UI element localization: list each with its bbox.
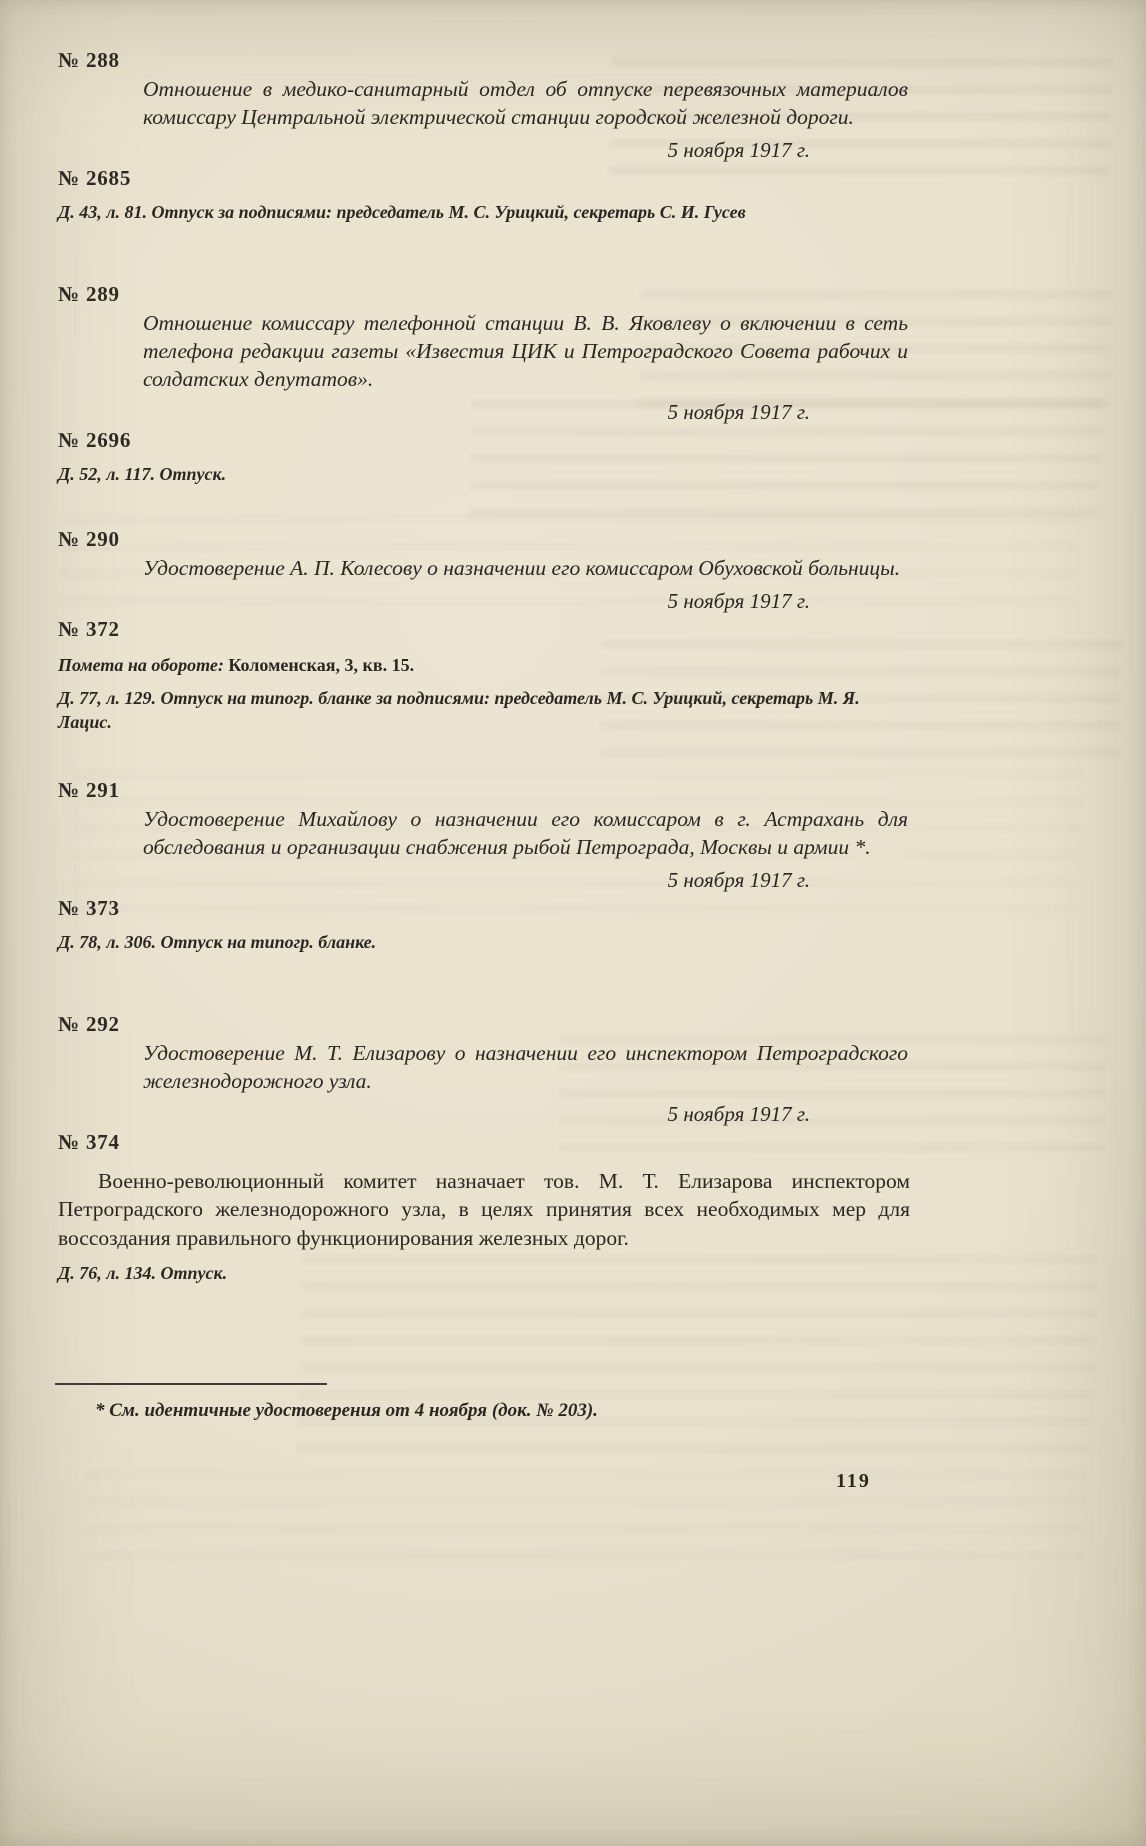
entry-doc-number: № 374	[58, 1129, 120, 1154]
entry-doc-number: № 372	[58, 616, 120, 641]
entry-pometa	[58, 654, 910, 677]
entry-date: 5 ноября 1917 г.	[667, 588, 810, 613]
footnote-rule	[55, 1383, 327, 1385]
page-number: 119	[836, 1470, 871, 1492]
footnote: * См. идентичные удостоверения от 4 ноября (док. № 203).	[95, 1400, 598, 1421]
pometa-label: Помета на обороте:	[58, 654, 224, 675]
pometa-value: Коломенская, 3, кв. 15.	[228, 654, 415, 675]
entry	[58, 527, 910, 734]
entry	[58, 282, 910, 486]
entry-doc-number: № 2685	[58, 165, 132, 190]
entry-number: № 291	[58, 778, 120, 802]
entry-body: Военно-революционный комитет назначает тов. М. Т. Елизарова инспектором Петроградского железнодорожного узла, в целях принятия всех необходимых мер для воссоздания правильного функционирования железных дорог.	[58, 1168, 910, 1250]
entry-doc-number: № 2696	[58, 427, 132, 452]
entry-doc-number: № 373	[58, 895, 120, 920]
entry	[58, 48, 910, 224]
entry-note: Д. 77, л. 129. Отпуск на типогр. бланке за подписями: председатель М. С. Урицкий, секретарь М. Я. Лацис.	[58, 688, 860, 732]
entry-number: № 289	[58, 282, 120, 306]
entry-date: 5 ноября 1917 г.	[667, 1101, 810, 1126]
entry-title: Удостоверение А. П. Колесову о назначении его комиссаром Обуховской больницы.	[143, 556, 901, 580]
entry-number: № 292	[58, 1012, 120, 1036]
entry-date: 5 ноября 1917 г.	[667, 399, 810, 424]
entry-note: Д. 78, л. 306. Отпуск на типогр. бланке.	[58, 931, 377, 952]
entry-title: Отношение в медико-санитарный отдел об отпуске перевязочных материалов комиссару Центральной электрической станции городской железной дороги.	[143, 77, 908, 129]
entry-date: 5 ноября 1917 г.	[667, 137, 810, 162]
entry-number: № 288	[58, 48, 120, 72]
entry-number: № 290	[58, 527, 120, 551]
entry	[58, 778, 910, 954]
entry-title: Удостоверение М. Т. Елизарову о назначении его инспектором Петроградского железнодорожного узла.	[143, 1041, 908, 1093]
entry	[58, 1012, 910, 1285]
entry-title: Удостоверение Михайлову о назначении его комиссаром в г. Астрахань для обследования и организации снабжения рыбой Петрограда, Москвы и армии *.	[143, 807, 908, 859]
entry-title: Отношение комиссару телефонной станции В. В. Яковлеву о включении в сеть телефона редакции газеты «Известия ЦИК и Петроградского Совета рабочих и солдатских депутатов».	[143, 311, 908, 391]
bleed-through-texture	[84, 1470, 1087, 1570]
entry-note: Д. 52, л. 117. Отпуск.	[58, 463, 227, 484]
entry-note: Д. 43, л. 81. Отпуск за подписями: председатель М. С. Урицкий, секретарь С. И. Гусев	[58, 201, 746, 222]
entry-date: 5 ноября 1917 г.	[667, 867, 810, 892]
entry-note: Д. 76, л. 134. Отпуск.	[58, 1263, 228, 1283]
